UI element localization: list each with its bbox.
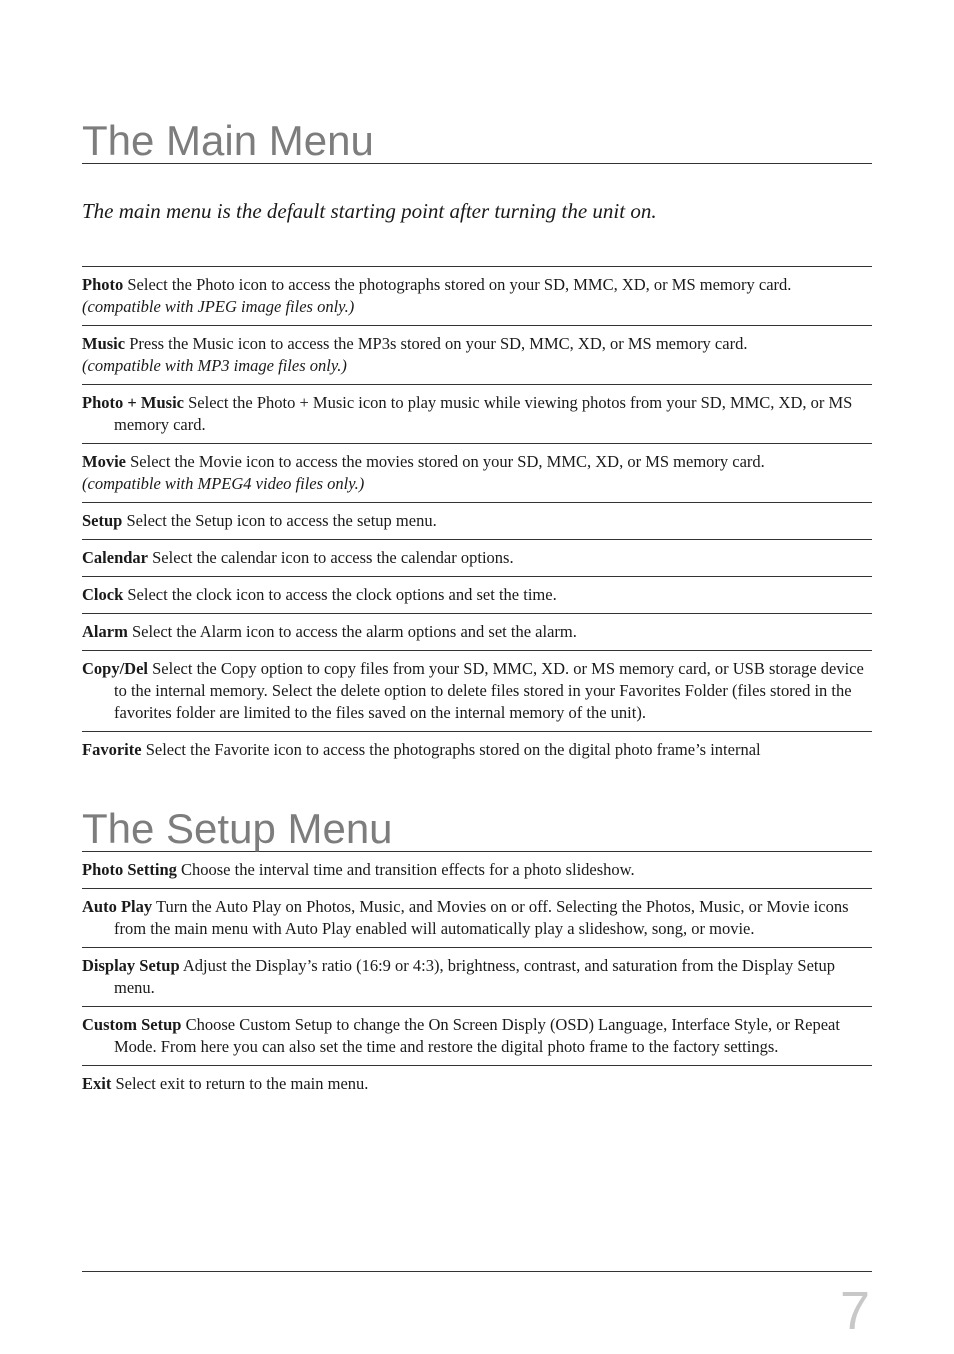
main-menu-list — [82, 266, 872, 768]
description: Turn the Auto Play on Photos, Music, and Movies on or off. Selecting the Photos, Music, or Movie icons from the main menu with Auto Play enabled will automatically play a slideshow, song, or movie. — [114, 897, 849, 938]
description: Press the Music icon to access the MP3s stored on your SD, MMC, XD, or MS memory card. — [125, 334, 748, 353]
term: Music — [82, 334, 126, 353]
description: Select the clock icon to access the clock options and set the time. — [123, 585, 557, 604]
term: Exit — [82, 1074, 112, 1093]
setup-menu-list — [82, 852, 872, 1102]
description: Choose Custom Setup to change the On Screen Disply (OSD) Language, Interface Style, or Repeat Mode. From here you can also set the time and restore the digital photo frame to the factory settings. — [114, 1015, 840, 1056]
list-item-photo — [82, 267, 872, 326]
description: Select the Setup icon to access the setup menu. — [122, 511, 437, 530]
list-item-display-setup — [82, 948, 872, 1007]
description: Select the calendar icon to access the calendar options. — [148, 548, 514, 567]
term: Custom Setup — [82, 1015, 182, 1034]
compat-note: (compatible with MPEG4 video files only.) — [82, 474, 365, 493]
description: Select exit to return to the main menu. — [111, 1074, 369, 1093]
description: Adjust the Display’s ratio (16:9 or 4:3), brightness, contrast, and saturation from the Display Setup menu. — [114, 956, 835, 997]
list-item-auto-play — [82, 889, 872, 948]
term: Copy/Del — [82, 659, 148, 678]
description: Choose the interval time and transition effects for a photo slideshow. — [176, 860, 635, 879]
term: Favorite — [82, 740, 142, 759]
footer-divider — [82, 1271, 872, 1272]
list-item-music — [82, 326, 872, 385]
list-item-clock — [82, 577, 872, 614]
list-item-photo-music — [82, 385, 872, 444]
list-item-photo-setting — [82, 852, 872, 889]
list-item-calendar — [82, 540, 872, 577]
term: Calendar — [82, 548, 148, 567]
list-item-custom-setup — [82, 1007, 872, 1066]
term: Photo — [82, 275, 124, 294]
term: Photo + Music — [82, 393, 184, 412]
description: Select the Photo + Music icon to play music while viewing photos from your SD, MMC, XD, or MS memory card. — [114, 393, 853, 434]
description: Select the Alarm icon to access the alarm options and set the alarm. — [127, 622, 577, 641]
list-item-movie — [82, 444, 872, 503]
page-number: 7 — [839, 1281, 870, 1341]
description: Select the Copy option to copy files from your SD, MMC, XD. or MS memory card, or USB storage device to the internal memory. Select the delete option to delete files stored in your Favorites Folder (files stored in the favorites folder are limited to the files saved on the internal memory of the unit). — [114, 659, 864, 722]
term: Auto Play — [82, 897, 153, 916]
term: Clock — [82, 585, 124, 604]
list-item-favorite — [82, 732, 872, 768]
list-item-alarm — [82, 614, 872, 651]
setup-menu-heading: The Setup Menu — [82, 808, 872, 852]
term: Setup — [82, 511, 123, 530]
list-item-copy-del — [82, 651, 872, 732]
description: Select the Movie icon to access the movies stored on your SD, MMC, XD, or MS memory card. — [125, 452, 765, 471]
description: Select the Photo icon to access the photographs stored on your SD, MMC, XD, or MS memory card. — [123, 275, 792, 294]
term: Movie — [82, 452, 126, 471]
term: Alarm — [82, 622, 128, 641]
term: Photo Setting — [82, 860, 177, 879]
main-menu-intro: The main menu is the default starting point after turning the unit on. — [82, 199, 657, 223]
list-item-setup — [82, 503, 872, 540]
description: Select the Favorite icon to access the photographs stored on the digital photo frame’s internal — [141, 740, 761, 759]
term: Display Setup — [82, 956, 180, 975]
main-menu-heading: The Main Menu — [82, 120, 872, 164]
compat-note: (compatible with MP3 image files only.) — [82, 356, 347, 375]
list-item-exit — [82, 1066, 872, 1102]
compat-note: (compatible with JPEG image files only.) — [82, 297, 355, 316]
